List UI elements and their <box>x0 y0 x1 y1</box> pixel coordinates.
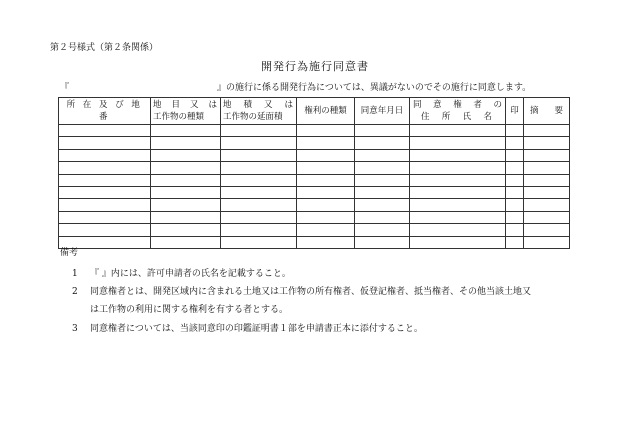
table-cell[interactable] <box>524 174 570 186</box>
consent-text: の施行に係る開発行為については、異議がないのでその施行に同意します。 <box>226 83 532 93</box>
table-cell[interactable] <box>355 224 410 236</box>
table-cell[interactable] <box>151 125 221 137</box>
header-holder: 同 意 権 者 の 住 所 氏 名 <box>410 98 506 125</box>
table-cell[interactable] <box>355 199 410 211</box>
table-cell[interactable] <box>506 162 524 174</box>
table-row <box>59 199 570 211</box>
table-cell[interactable] <box>59 162 151 174</box>
table-cell[interactable] <box>355 186 410 198</box>
table-row <box>59 186 570 198</box>
table-cell[interactable] <box>59 199 151 211</box>
table-cell[interactable] <box>59 137 151 149</box>
header-right-type: 権利の種類 <box>297 98 355 125</box>
document-title: 開発行為施行同意書 <box>261 60 369 73</box>
header-seal: 印 <box>506 98 524 125</box>
table-cell[interactable] <box>221 149 297 161</box>
table-cell[interactable] <box>297 174 355 186</box>
table-cell[interactable] <box>151 199 221 211</box>
table-cell[interactable] <box>151 224 221 236</box>
table-cell[interactable] <box>297 224 355 236</box>
table-cell[interactable] <box>297 137 355 149</box>
close-bracket: 』 <box>217 83 227 93</box>
header-consent-date: 同意年月日 <box>355 98 410 125</box>
consent-table <box>58 97 570 249</box>
table-row <box>59 211 570 223</box>
consent-statement <box>60 80 531 93</box>
table-cell[interactable] <box>355 174 410 186</box>
table-cell[interactable] <box>524 125 570 137</box>
table-row <box>59 162 570 174</box>
table-cell[interactable] <box>524 236 570 248</box>
table-cell[interactable] <box>410 174 506 186</box>
table-cell[interactable] <box>506 224 524 236</box>
table-row <box>59 224 570 236</box>
table-cell[interactable] <box>151 186 221 198</box>
table-row <box>59 125 570 137</box>
table-cell[interactable] <box>410 186 506 198</box>
table-cell[interactable] <box>506 149 524 161</box>
table-cell[interactable] <box>410 199 506 211</box>
table-cell[interactable] <box>524 186 570 198</box>
table-cell[interactable] <box>297 125 355 137</box>
table-row <box>59 137 570 149</box>
note-item-continuation: は工作物の利用に関する権利を有する者とする。 <box>90 305 289 315</box>
table-cell[interactable] <box>506 186 524 198</box>
table-cell[interactable] <box>506 211 524 223</box>
table-cell[interactable] <box>355 236 410 248</box>
table-cell[interactable] <box>410 162 506 174</box>
header-memo: 摘 要 <box>524 98 570 125</box>
table-cell[interactable] <box>410 149 506 161</box>
table-cell[interactable] <box>524 211 570 223</box>
table-cell[interactable] <box>221 162 297 174</box>
table-cell[interactable] <box>221 137 297 149</box>
table-cell[interactable] <box>524 149 570 161</box>
header-area: 地 積 又 は 工作物の延面積 <box>221 98 297 125</box>
note-item: 2 同意権者とは、開発区域内に含まれる土地又は工作物の所有権者、仮登記権者、抵当権者、その他当該土地又 <box>72 287 532 297</box>
table-row <box>59 174 570 186</box>
table-cell[interactable] <box>506 174 524 186</box>
header-land-category: 地 目 又 は 工作物の種類 <box>151 98 221 125</box>
table-cell[interactable] <box>221 186 297 198</box>
table-cell[interactable] <box>59 125 151 137</box>
notes-heading: 備考 <box>60 248 79 258</box>
table-cell[interactable] <box>355 149 410 161</box>
table-cell[interactable] <box>410 125 506 137</box>
table-cell[interactable] <box>355 211 410 223</box>
table-cell[interactable] <box>151 149 221 161</box>
table-cell[interactable] <box>221 125 297 137</box>
table-cell[interactable] <box>59 149 151 161</box>
table-cell[interactable] <box>59 211 151 223</box>
table-cell[interactable] <box>59 174 151 186</box>
table-cell[interactable] <box>297 149 355 161</box>
table-cell[interactable] <box>151 137 221 149</box>
form-number: 第２号様式（第２条関係） <box>50 43 159 53</box>
table-cell[interactable] <box>506 199 524 211</box>
notes-section <box>60 245 78 267</box>
table-cell[interactable] <box>355 137 410 149</box>
table-cell[interactable] <box>524 137 570 149</box>
table-cell[interactable] <box>506 125 524 137</box>
table-cell[interactable] <box>524 199 570 211</box>
header-location: 所 在 及 び 地 番 <box>59 98 151 125</box>
table-row <box>59 149 570 161</box>
table-cell[interactable] <box>506 137 524 149</box>
table-cell[interactable] <box>410 211 506 223</box>
table-cell[interactable] <box>151 236 221 248</box>
table-cell[interactable] <box>297 199 355 211</box>
table-cell[interactable] <box>524 224 570 236</box>
table-cell[interactable] <box>221 211 297 223</box>
table-cell[interactable] <box>151 162 221 174</box>
table-cell[interactable] <box>221 224 297 236</box>
table-cell[interactable] <box>410 236 506 248</box>
table-cell[interactable] <box>355 162 410 174</box>
table-cell[interactable] <box>221 174 297 186</box>
table-row <box>59 236 570 248</box>
table-cell[interactable] <box>59 224 151 236</box>
table-header-row <box>59 98 570 125</box>
table-cell[interactable] <box>297 236 355 248</box>
table-cell[interactable] <box>151 211 221 223</box>
table-cell[interactable] <box>297 211 355 223</box>
table-body <box>59 125 570 249</box>
note-item: 1 『 』内には、許可申請者の氏名を記載すること。 <box>72 269 291 279</box>
table-cell[interactable] <box>410 224 506 236</box>
table-cell[interactable] <box>297 186 355 198</box>
table-cell[interactable] <box>355 125 410 137</box>
table-cell[interactable] <box>151 174 221 186</box>
table-cell[interactable] <box>221 199 297 211</box>
note-item: 3 同意権者については、当該同意印の印鑑証明書１部を申請書正本に添付すること。 <box>72 324 423 334</box>
table-cell[interactable] <box>297 162 355 174</box>
table-cell[interactable] <box>59 186 151 198</box>
table-cell[interactable] <box>410 137 506 149</box>
table-cell[interactable] <box>524 162 570 174</box>
table-cell[interactable] <box>506 236 524 248</box>
table-cell[interactable] <box>221 236 297 248</box>
open-bracket: 『 <box>60 83 70 93</box>
